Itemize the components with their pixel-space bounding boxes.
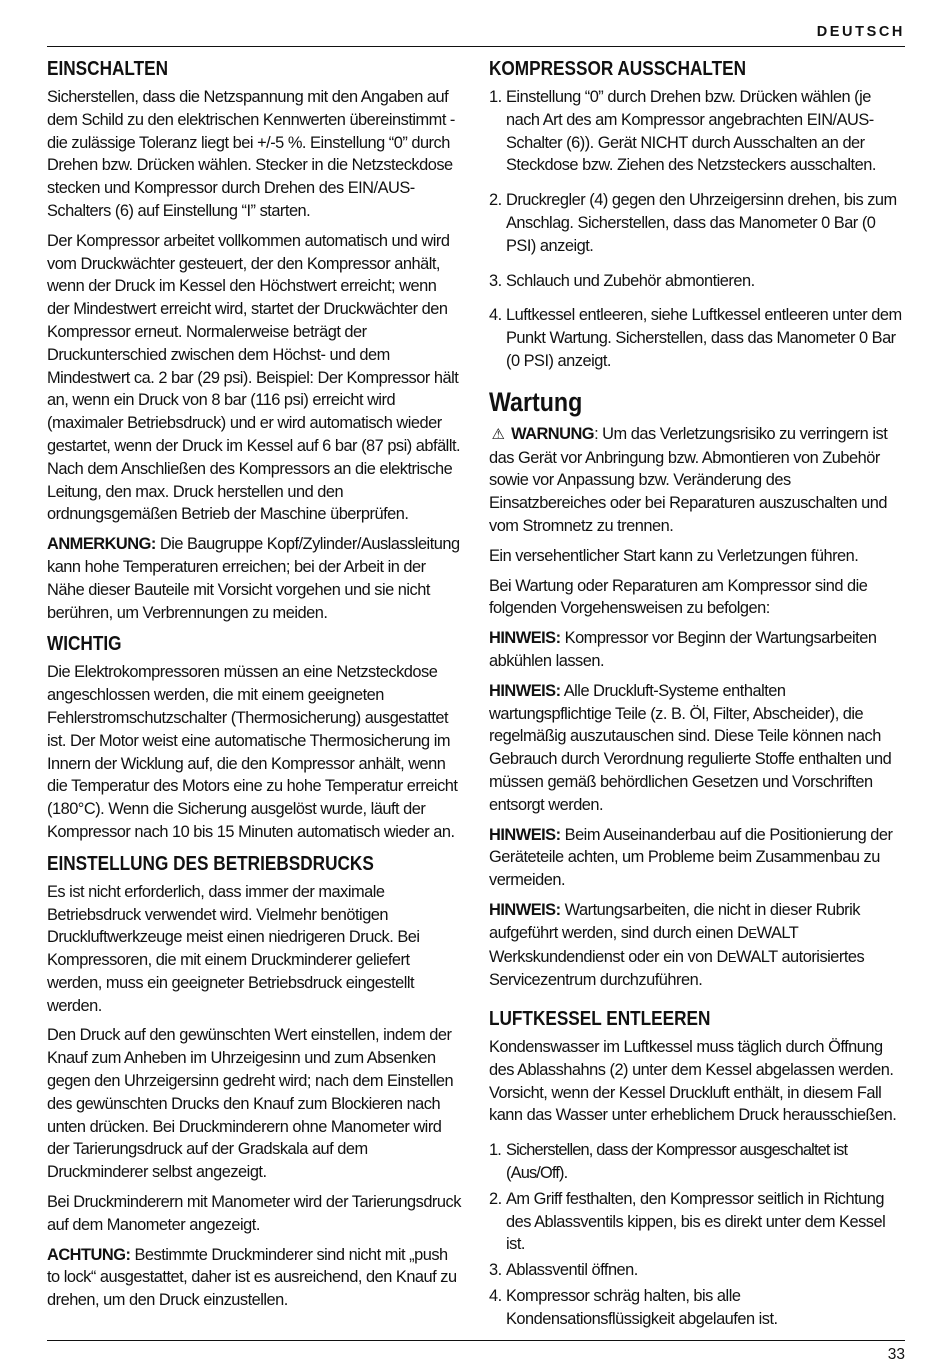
einschalten-paragraph-1: Sicherstellen, dass die Netzspannung mit den Angaben auf dem Schild zu den elektrischen Kennwerten übereinstimmt - die zulässige Toleranz liegt bei +/-5 %. Einstellung “0” durch Drehen bzw. Drücken wählen. Stecker in die Netzsteckdose stecken und Kompressor durch Drehen des EIN/AUS-Schalters (6) auf Einstellung “I” starten. <box>47 88 455 220</box>
hinweis-1: HINWEIS: Kompressor vor Beginn der Wartungsarbeiten abkühlen lassen. <box>489 629 877 670</box>
list-item: 1. Einstellung “0” durch Drehen bzw. Drücken wählen (je nach Art des am Kompressor angebrachten EIN/AUS-Schalter (6)). Gerät NICHT durch Ausschalten an der Steckdose bzw. Ziehen des Netzsteckers ausschalten. <box>489 88 876 175</box>
list-item: 1. Sicherstellen, dass der Kompressor ausgeschaltet ist (Aus/Off). <box>489 1141 848 1183</box>
warning-text: : Um das Verletzungsrisiko zu verringern ist das Gerät vor Anbringung bzw. Abmontieren von Zubehör sowie vor Anpassung bzw. Veränderung des Einsatzbereiches oder bei Reparaturen auszuschalten und vom Stromnetz zu trennen. <box>489 424 888 535</box>
list-item: 4. Kompressor schräg halten, bis alle Kondensationsflüssigkeit abgelaufen ist. <box>489 1287 778 1328</box>
list-item: 2. Druckregler (4) gegen den Uhrzeigersinn drehen, bis zum Anschlag. Sicherstellen, dass das Manometer 0 Bar (0 PSI) anzeigt. <box>489 191 897 255</box>
hint-label: HINWEIS: <box>489 681 561 700</box>
note-text: Die Baugruppe Kopf/Zylinder/Auslassleitung kann hohe Temperaturen erreichen; bei der Arbeit in der Nähe dieser Bauteile mit Vorsicht vorgehen und sie nicht berühren, um Verbrennungen zu meiden. <box>47 535 460 622</box>
luftkessel-list <box>489 1139 907 1330</box>
hinweis-2: HINWEIS: Alle Druckluft-Systeme enthalten wartungspflichtige Teile (z. B. Öl, Filter, Abscheider), die regelmäßig auszutauschen sind. Diese Teile können nach Gebrauch durch Verordnung regulierte Stoffe enthalten und müssen gemäß behördlichen Gesetzen und Vorschriften entsorgt werden. <box>489 681 892 814</box>
einschalten-note <box>47 533 461 624</box>
wartung-warning <box>489 423 907 538</box>
betriebsdruck-paragraph-1: Es ist nicht erforderlich, dass immer der maximale Betriebsdruck verwendet wird. Vielmehr benötigen Druckluftwerkzeuge meist einen niedrigeren Druck. Bei Kompressoren, die mit einem Druckminderer geliefert werden, muss ein geeigneter Betriebsdruck eingestellt werden. <box>47 882 420 1015</box>
list-item: 4. Luftkessel entleeren, siehe Luftkessel entleeren unter dem Punkt Wartung. Sicherstellen, dass das Manometer 0 Bar (0 PSI) anzeigt. <box>489 306 902 370</box>
list-item: 3. Ablassventil öffnen. <box>489 1261 638 1280</box>
right-column <box>489 56 907 1339</box>
brand-small-caps: E <box>727 949 736 965</box>
hinweis-4: HINWEIS: Wartungsarbeiten, die nicht in dieser Rubrik aufgeführt werden, sind durch einen DEWALT Werkskundendienst oder ein von DEWALT autorisiertes Servicezentrum durchzuführen. <box>489 900 865 990</box>
hint-label: HINWEIS: <box>489 629 561 648</box>
ausschalten-list <box>489 86 907 373</box>
hint-label: HINWEIS: <box>489 900 561 919</box>
warning-triangle-icon: ⚠ <box>491 425 505 443</box>
heading-wichtig: WICHTIG <box>47 633 122 656</box>
list-item: 3. Schlauch und Zubehör abmontieren. <box>489 271 755 290</box>
caution-label: ACHTUNG: <box>47 1245 131 1264</box>
warning-label: WARNUNG <box>511 424 595 443</box>
betriebsdruck-paragraph-3: Bei Druckminderern mit Manometer wird der Tarierungsdruck auf dem Manometer angezeigt. <box>47 1193 461 1234</box>
footer-rule <box>47 1340 905 1341</box>
heading-betriebsdruck: EINSTELLUNG DES BETRIEBSDRUCKS <box>47 852 374 875</box>
page-number: 33 <box>887 1346 905 1363</box>
betriebsdruck-caution <box>47 1244 461 1312</box>
einschalten-paragraph-2: Der Kompressor arbeitet vollkommen automatisch und wird vom Druckwächter gesteuert, der den Kompressor anhält, wenn der Druck im Kessel den Höchstwert erreicht; wenn der Mindestwert erreicht wird, startet der Druckwächter den Kompressor erneut. Normalerweise beträgt der Druckunterschied zwischen dem Höchst- und dem Mindestwert ca. 2 bar (29 psi). Beispiel: Der Kompressor hält an, wenn ein Druck von 8 bar (116 psi) erreicht wird (maximaler Betriebsdruck) und er wird automatisch wieder gestartet, wenn der Druck im Kessel auf 6 bar (87 psi) abfällt. Nach dem Anschließen des Kompressors an die elektrische Leitung, den max. Druck herstellen und den ordnungsgemäßen Betrieb der Maschine überprüfen. <box>47 231 461 524</box>
note-label: ANMERKUNG: <box>47 535 156 554</box>
hinweis-3: HINWEIS: Beim Auseinanderbau auf die Positionierung der Geräteteile achten, um Probleme beim Zusammenbau zu vermeiden. <box>489 825 893 890</box>
language-label: DEUTSCH <box>816 24 905 40</box>
heading-luftkessel: LUFTKESSEL ENTLEEREN <box>489 1008 711 1031</box>
hint-label: HINWEIS: <box>489 825 561 844</box>
luftkessel-paragraph: Kondenswasser im Luftkessel muss täglich durch Öffnung des Ablasshahns (2) unter dem Kessel abgelassen werden. Vorsicht, wenn der Kessel Druckluft enthält, in diesem Fall kann das Wasser unter erheblichem Druck herausschießen. <box>489 1038 897 1125</box>
list-item: 2. Am Griff festhalten, den Kompressor seitlich in Richtung des Ablassventils kippen, bis es direkt unter dem Kessel ist. <box>489 1189 886 1254</box>
heading-ausschalten: KOMPRESSOR AUSSCHALTEN <box>489 58 747 80</box>
wartung-paragraph-2: Bei Wartung oder Reparaturen am Kompressor sind die folgenden Vorgehensweisen zu befolgen: <box>489 576 868 618</box>
heading-einschalten: EINSCHALTEN <box>47 58 169 80</box>
brand-small-caps: E <box>748 925 757 941</box>
heading-wartung: Wartung <box>489 386 583 417</box>
caution-text: Bestimmte Druckminderer sind nicht mit „push to lock“ ausgestattet, daher ist es ausreichend, den Knauf zu drehen, um den Druck einzustellen. <box>47 1245 457 1310</box>
wichtig-paragraph: Die Elektrokompressoren müssen an eine Netzsteckdose angeschlossen werden, die mit einem geeigneten Fehlerstromschutzschalter (Thermosicherung) ausgestattet ist. Der Motor weist eine automatische Thermosicherung im Innern der Wicklung auf, die den Kompressor anhält, wenn die Temperatur des Motors eine zu hohe Temperatur erreicht (180°C). Wenn die Sicherung ausgelöst wurde, läuft der Kompressor nach 10 bis 15 Minuten automatisch wieder an. <box>47 663 458 841</box>
header-rule <box>47 46 905 47</box>
wartung-paragraph-1: Ein versehentlicher Start kann zu Verletzungen führen. <box>489 546 859 565</box>
betriebsdruck-paragraph-2: Den Druck auf den gewünschten Wert einstellen, indem der Knauf zum Anheben im Uhrzeigesinn und zum Absenken gegen den Uhrzeigersinn gedreht wird; nach dem Einstellen des gewünschten Drucks den Knauf zum Blockieren nach unten drücken. Bei Druckminderern ohne Manometer wird der Tarierungsdruck auf der Gradskala auf dem Druckminderer selbst angezeigt. <box>47 1026 454 1182</box>
left-column <box>47 56 461 1319</box>
